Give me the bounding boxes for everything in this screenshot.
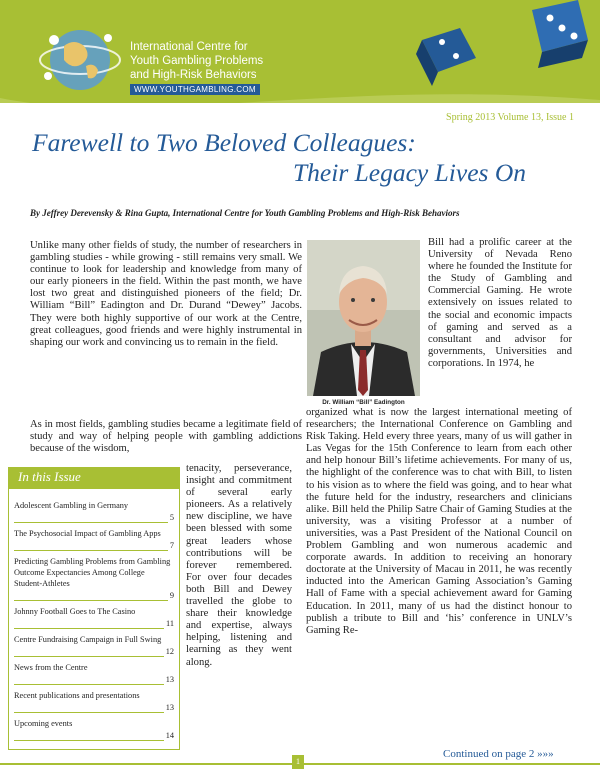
toc-item-label: Predicting Gambling Problems from Gambling Outcome Expectancies Among College Student-Athletes — [14, 557, 171, 588]
toc-item-label: The Psychosocial Impact of Gambling Apps — [14, 529, 161, 538]
portrait-photo — [307, 240, 420, 396]
toc-item[interactable] — [14, 690, 174, 713]
masthead — [0, 0, 600, 103]
page-number: 1 — [292, 755, 304, 769]
toc-header — [8, 467, 180, 489]
toc-item-label: Recent publications and presentations — [14, 691, 140, 700]
toc-dotted-leader — [14, 511, 174, 523]
toc-item[interactable] — [14, 556, 174, 601]
globe-logo-icon — [34, 18, 126, 98]
toc-item-label: Centre Fundraising Campaign in Full Swing — [14, 635, 162, 644]
toc-list — [14, 500, 174, 746]
toc-item[interactable] — [14, 528, 174, 551]
toc-item[interactable] — [14, 662, 174, 685]
body-paragraph: tenacity, perseverance, insight and commitment of several early pioneers. As a relatively new discipline, we have been blessed with some great leaders whose contributions will be forever remembered. For over four decades both Bill and Dewey travelled the globe to share their knowledge and expertise, always helping, listening and learning as they went along. — [186, 463, 292, 668]
toc-dotted-leader — [14, 645, 174, 657]
table-of-contents — [8, 467, 180, 750]
toc-item-page: 12 — [165, 647, 174, 656]
toc-item-label: News from the Centre — [14, 663, 88, 672]
toc-dotted-leader — [14, 729, 174, 741]
toc-item[interactable] — [14, 718, 174, 741]
body-paragraph: As in most fields, gambling studies became a legitimate field of study and way of helping people with gambling addictions because of the wisdom, — [30, 419, 302, 455]
toc-item[interactable] — [14, 500, 174, 523]
photo-caption: Dr. William “Bill” Eadington — [322, 399, 405, 406]
toc-item-page: 13 — [165, 703, 174, 712]
toc-dotted-leader — [14, 701, 174, 713]
body-paragraph: Bill had a prolific career at the University of Nevada Reno where he founded the Institute for the Study of Gambling and Commercial Gaming. He wrote extensively on issues related to the social and economic impacts of gaming and served as a consultant and advisor for governments, Universities and corporations. In 1974, he — [428, 237, 572, 369]
toc-item-page: 14 — [165, 731, 174, 740]
website-link[interactable]: WWW.YOUTHGAMBLING.COM — [130, 84, 260, 95]
org-name-line: and High-Risk Behaviors — [130, 69, 257, 81]
toc-dotted-leader — [14, 617, 174, 629]
org-name-line: International Centre for — [130, 41, 248, 53]
byline: By Jeffrey Derevensky & Rina Gupta, International Centre for Youth Gambling Problems and High-Risk Behaviors — [30, 208, 460, 218]
toc-item-page: 9 — [169, 591, 174, 600]
toc-title: In this Issue — [18, 469, 81, 484]
body-paragraph: organized what is now the largest international meeting of researchers; the International Conference on Gambling and Risk Taking. Held every three years, many of us will gather in Las Vegas for the 15th Conference to learn from each other and help honour Bill’s lifetime achievements. For many of us, the highlight of the conference was to chat with Bill, to listen to his vision as to where the field was going, and to hear what the future held for the industry, researchers and clinicians alike. Bill held the Philip Satre Chair of Gaming Studies at the university, was a visiting Professor at a number of universities, was a Past President of the National Council on Problem Gambling and won numerous academic and corporate awards. In addition to receiving an honorary doctorate at the University of Macau in 2011, he was recently inducted into the American Gaming Association’s Gaming Hall of Fame with a special achievement award for Gaming Education. In 2011, many of us had the distinct honour to publish a tribute to Bill and ‘his’ conference in UNLV’s Gaming Re- — [306, 407, 572, 636]
toc-dotted-leader — [14, 539, 174, 551]
organization-name — [130, 40, 320, 82]
portrait-illustration — [307, 240, 420, 396]
toc-item-page: 11 — [166, 619, 174, 628]
toc-item-page: 7 — [169, 541, 174, 550]
toc-item-label: Upcoming events — [14, 719, 73, 728]
toc-item-page: 13 — [165, 675, 174, 684]
toc-item[interactable] — [14, 606, 174, 629]
headline-line-1: Farewell to Two Beloved Colleagues: — [32, 128, 416, 157]
toc-item-label: Johnny Football Goes to The Casino — [14, 607, 136, 616]
dice-icon — [382, 0, 600, 103]
continued-link[interactable]: Continued on page 2 »»» — [443, 748, 554, 760]
toc-item-label: Adolescent Gambling in Germany — [14, 501, 129, 510]
issue-info: Spring 2013 Volume 13, Issue 1 — [446, 112, 574, 123]
toc-dotted-leader — [14, 589, 174, 601]
headline-line-2: Their Legacy Lives On — [292, 158, 526, 187]
toc-item-page: 5 — [169, 513, 174, 522]
toc-item[interactable] — [14, 634, 174, 657]
toc-dotted-leader — [14, 673, 174, 685]
org-name-line: Youth Gambling Problems — [130, 55, 264, 67]
body-paragraph: Unlike many other fields of study, the number of researchers in gambling studies - while growing - still remains very small. We continue to look for leadership and knowledge from many of our early pioneers in the field. Within the past month, we have lost two great and distinguished pioneers of the field; Dr. William “Bill” Eadington and Dr. Durand “Dewey” Jacobs. They were both highly supportive of our work at the Centre, great colleagues, good friends and were highly instrumental in shaping our work and convincing us to remain in the field. — [30, 240, 302, 348]
